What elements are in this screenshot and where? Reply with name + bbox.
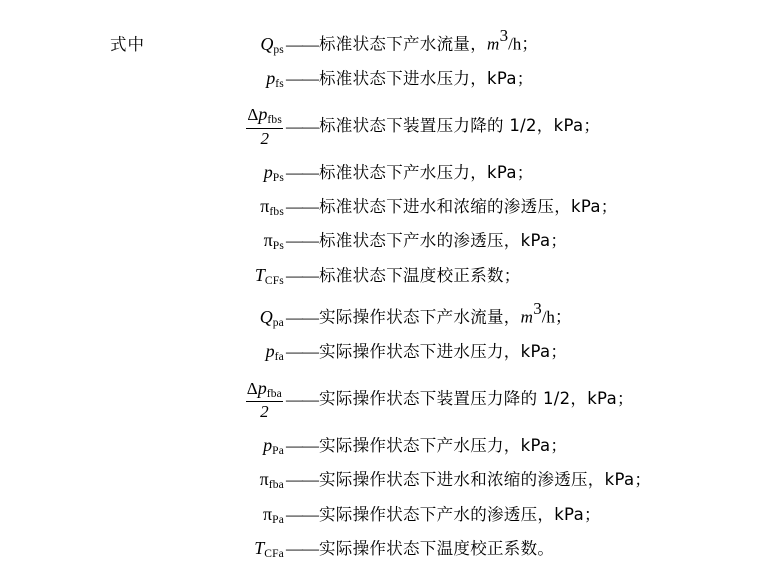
symbol-main: p — [263, 161, 273, 182]
unit-exponent: 3 — [533, 299, 542, 319]
definition-text-main: 实际操作状态下进水和浓缩的渗透压，kPa； — [319, 470, 652, 490]
definition-symbol — [176, 341, 286, 364]
fraction-numerator — [245, 379, 284, 401]
numerator-subscript: fbs — [267, 114, 282, 127]
symbol-subscript: fba — [268, 479, 284, 492]
symbol-subscript: ps — [273, 43, 284, 56]
definition-row — [110, 265, 777, 288]
definition-dash: —— — [286, 196, 318, 216]
delta-glyph: Δ — [247, 105, 259, 125]
definition-text — [319, 164, 777, 183]
definition-dash: —— — [286, 162, 318, 182]
definition-dash: —— — [286, 68, 318, 88]
definition-dash: —— — [286, 34, 318, 54]
definition-row — [110, 538, 777, 561]
definition-text — [319, 70, 777, 89]
symbol-main: T — [254, 538, 265, 559]
definition-symbol — [176, 105, 286, 147]
definition-row — [110, 196, 777, 219]
definition-symbol — [176, 469, 286, 492]
definition-text-main: 标准状态下产水的渗透压，kPa； — [319, 231, 568, 251]
definition-text — [319, 540, 777, 559]
definition-symbol — [176, 307, 286, 330]
symbol-subscript: CFs — [264, 275, 284, 288]
definition-dash: —— — [286, 389, 318, 409]
symbol-main: p — [266, 67, 276, 88]
definition-text — [319, 232, 777, 251]
definition-text-main: 实际操作状态下产水压力，kPa； — [319, 435, 568, 455]
symbol-subscript: Pa — [272, 444, 284, 457]
definition-dash: —— — [286, 116, 318, 136]
numerator-subscript: fba — [266, 387, 282, 400]
definition-text-main: 标准状态下装置压力降的 1/2，kPa； — [319, 115, 601, 135]
definition-text-main: 标准状态下进水压力，kPa； — [319, 68, 534, 88]
definition-text — [319, 26, 777, 54]
definition-text — [319, 506, 777, 525]
definition-list — [110, 26, 777, 562]
definition-row — [110, 341, 777, 364]
fraction-numerator — [245, 105, 284, 127]
symbol-main: T — [254, 264, 265, 285]
definition-text — [319, 198, 777, 217]
definition-row — [110, 504, 777, 527]
definition-row — [110, 299, 777, 330]
symbol-main: Q — [259, 306, 273, 327]
definition-symbol — [176, 68, 286, 91]
definition-row — [110, 26, 777, 57]
definition-text-main: 实际操作状态下产水流量， — [319, 307, 521, 327]
fraction-denominator: 2 — [260, 401, 269, 421]
definition-text-main: 标准状态下产水压力，kPa； — [319, 162, 534, 182]
delta-glyph: Δ — [246, 378, 258, 398]
symbol-main: p — [263, 434, 273, 455]
symbol-main: π — [260, 195, 270, 216]
symbol-main: π — [259, 469, 269, 490]
definition-text-main: 标准状态下进水和浓缩的渗透压，kPa； — [319, 196, 618, 216]
definition-dash: —— — [286, 504, 318, 524]
fraction-denominator: 2 — [260, 128, 269, 148]
definition-dash: —— — [286, 307, 318, 327]
definition-row — [110, 230, 777, 253]
definition-dash: —— — [286, 265, 318, 285]
symbol-subscript: Ps — [272, 240, 284, 253]
definition-text — [319, 267, 777, 286]
numerator-symbol: p — [257, 377, 267, 398]
definition-text-main: 实际操作状态下装置压力降的 1/2，kPa； — [319, 389, 634, 409]
unit-exponent: 3 — [499, 26, 509, 45]
definition-symbol — [176, 162, 286, 185]
symbol-subscript: CFa — [264, 548, 284, 561]
definition-row — [110, 68, 777, 91]
definition-dash: —— — [286, 539, 318, 559]
symbol-subscript: Pa — [272, 513, 284, 526]
symbol-main: π — [263, 503, 273, 524]
definition-symbol — [176, 435, 286, 458]
symbol-subscript: Ps — [272, 171, 284, 184]
definition-text-main: 标准状态下温度校正系数； — [319, 265, 521, 285]
definition-symbol — [176, 196, 286, 219]
definition-text — [319, 471, 777, 490]
symbol-subscript: fbs — [269, 206, 284, 219]
definition-symbol — [176, 504, 286, 527]
fraction — [245, 379, 284, 421]
definition-text-main: 实际操作状态下产水的渗透压，kPa； — [319, 504, 601, 524]
definition-row — [110, 105, 777, 147]
definition-row — [110, 469, 777, 492]
symbol-subscript: fs — [275, 78, 284, 91]
definition-dash: —— — [286, 470, 318, 490]
definition-text-main: 实际操作状态下温度校正系数。 — [319, 539, 555, 559]
definition-symbol — [176, 379, 286, 421]
unit-symbol: m — [487, 34, 500, 54]
definition-row — [110, 162, 777, 185]
definition-text — [319, 117, 777, 136]
definition-text-main: 标准状态下产水流量， — [319, 34, 487, 54]
fraction — [245, 105, 284, 147]
symbol-subscript: fa — [274, 351, 284, 364]
symbol-main: p — [265, 341, 275, 362]
definition-dash: —— — [286, 342, 318, 362]
symbol-subscript: pa — [272, 316, 284, 329]
symbol-main: Q — [260, 33, 274, 54]
definition-symbol — [176, 230, 286, 253]
definition-text — [319, 437, 777, 456]
symbol-main: π — [263, 230, 273, 251]
definition-text-main: 实际操作状态下进水压力，kPa； — [319, 342, 568, 362]
definition-dash: —— — [286, 435, 318, 455]
unit-rest: /h； — [508, 34, 539, 54]
numerator-symbol: p — [258, 104, 268, 125]
formula-lead-label: 式中 — [110, 34, 145, 54]
definition-text — [319, 343, 777, 362]
definition-symbol — [176, 34, 286, 57]
definition-row — [110, 435, 777, 458]
definition-text — [319, 299, 777, 327]
definition-symbol — [176, 265, 286, 288]
unit-rest: /h； — [541, 307, 572, 327]
definition-symbol — [176, 538, 286, 561]
definition-dash: —— — [286, 231, 318, 251]
definition-text — [319, 390, 777, 409]
definition-row — [110, 379, 777, 421]
unit-symbol: m — [520, 307, 534, 327]
